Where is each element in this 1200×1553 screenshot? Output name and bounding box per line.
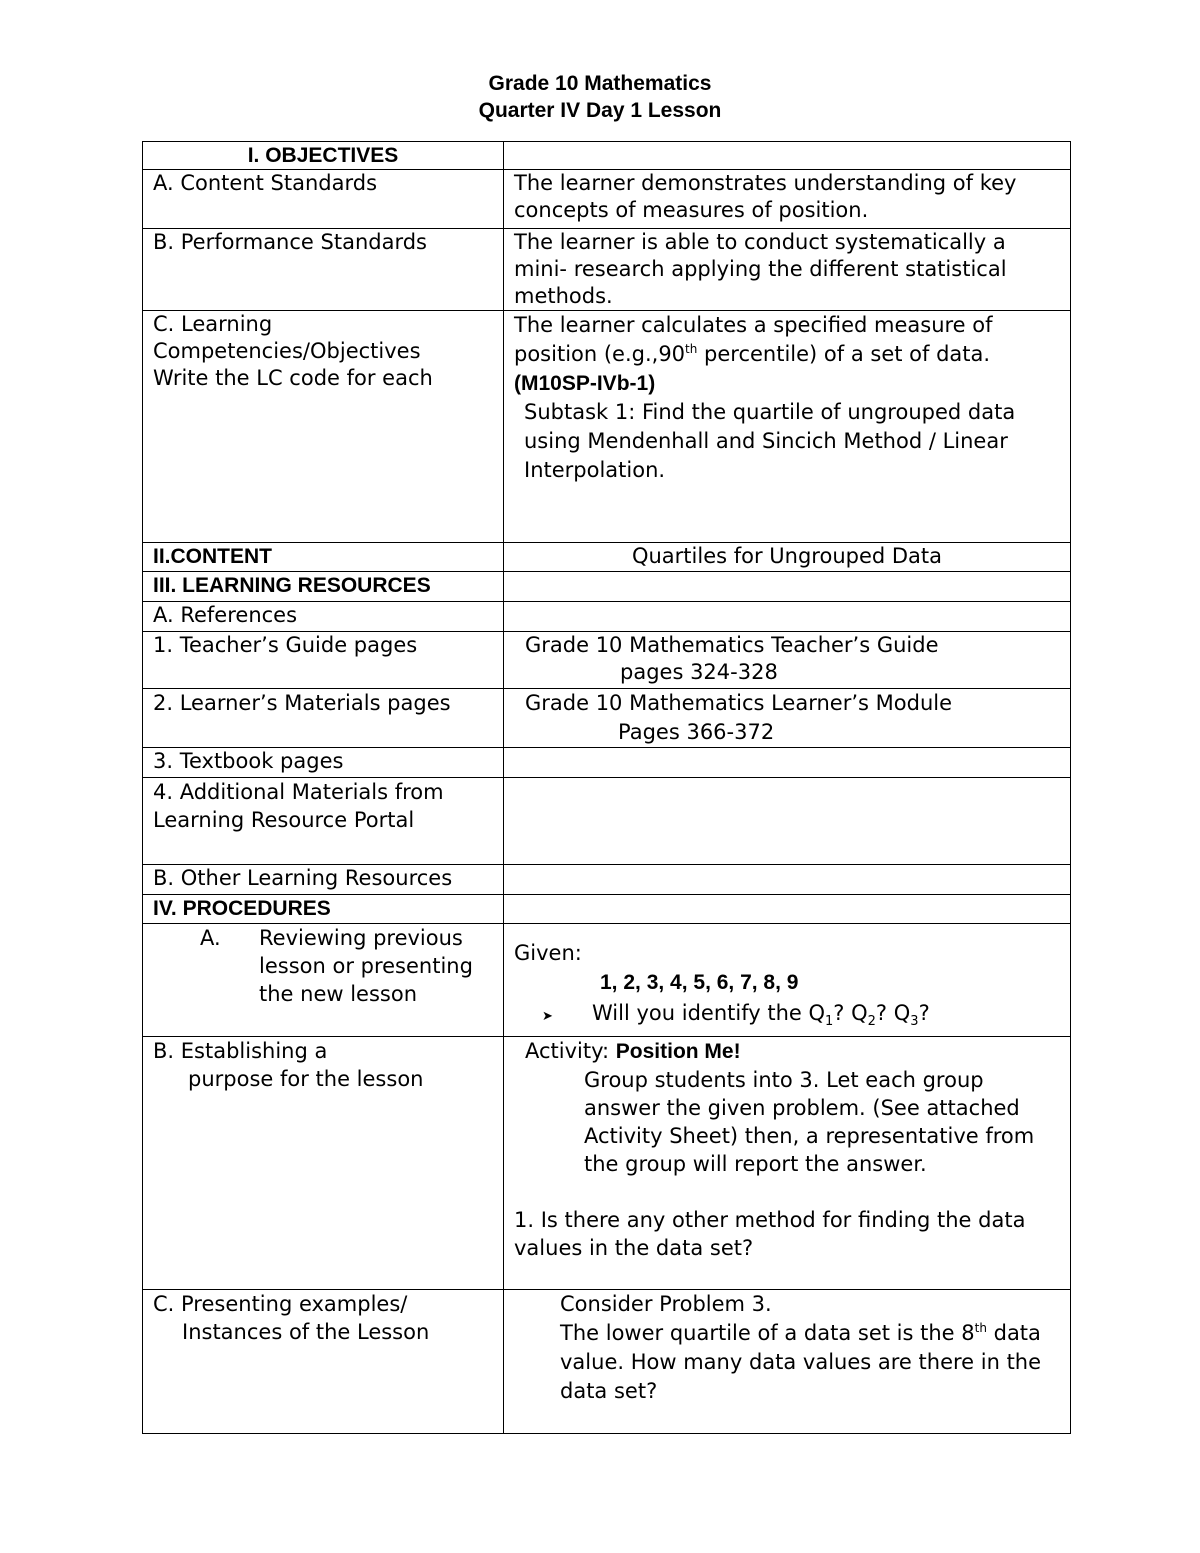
table-row: [143, 142, 1071, 170]
teachers-guide-value: [504, 632, 1071, 689]
resources-heading: III. LEARNING RESOURCES: [143, 572, 504, 602]
lc-text-sup: th: [685, 342, 698, 356]
empty-cell: [504, 895, 1071, 924]
content-heading: II.CONTENT: [143, 543, 504, 572]
document-subtitle: Quarter IV Day 1 Lesson: [478, 99, 722, 122]
problem-text-sup: th: [974, 1321, 987, 1335]
table-row: [143, 924, 1071, 1037]
table-row: [143, 572, 1071, 602]
content-value: Quartiles for Ungrouped Data: [504, 543, 1071, 572]
table-row: [143, 895, 1071, 924]
performance-standards-label: B. Performance Standards: [143, 229, 504, 311]
content-standards-text: The learner demonstrates understanding of key concepts of measures of position.: [504, 170, 1071, 229]
table-row: [143, 1290, 1071, 1434]
empty-cell: [504, 572, 1071, 602]
activity-name: Position Me!: [615, 1040, 741, 1063]
procedure-a-letter: A.: [200, 926, 221, 950]
other-resources-label: B. Other Learning Resources: [143, 865, 504, 895]
table-row: [143, 229, 1071, 311]
learners-materials-value: [504, 689, 1071, 748]
additional-materials-label: 4. Additional Materials from Learning Resource Portal: [143, 778, 504, 865]
problem-text-a: The lower quartile of a data set is the 8: [560, 1321, 975, 1345]
procedure-b-content: [504, 1037, 1071, 1290]
given-numbers: 1, 2, 3, 4, 5, 6, 7, 8, 9: [600, 971, 799, 994]
empty-cell: [504, 778, 1071, 865]
table-row: [143, 632, 1071, 689]
teachers-guide-line1: Grade 10 Mathematics Teacher’s Guide: [525, 633, 939, 657]
table-row: [143, 865, 1071, 895]
table-row: [143, 748, 1071, 778]
teachers-guide-line2: pages 324-328: [620, 660, 778, 684]
learning-competencies-label: [143, 311, 504, 543]
q3-sub: 3: [910, 1014, 919, 1030]
lc-label-line3: Write the LC code for each: [153, 366, 433, 390]
lc-label-line2: Competencies/Objectives: [153, 339, 421, 363]
procedure-c-line1: C. Presenting examples/: [153, 1292, 408, 1316]
table-row: [143, 1037, 1071, 1290]
lesson-plan-table: [142, 141, 1071, 1434]
empty-cell: [504, 865, 1071, 895]
lc-code: (M10SP-IVb-1): [514, 372, 656, 395]
table-row: [143, 170, 1071, 229]
table-row: [143, 543, 1071, 572]
procedure-b-line1: B. Establishing a: [153, 1039, 328, 1063]
activity-line: [514, 1037, 1060, 1066]
activity-label: Activity:: [525, 1039, 616, 1063]
table-row: [143, 311, 1071, 543]
learners-materials-label: 2. Learner’s Materials pages: [143, 689, 504, 748]
procedure-c-rest: Instances of the Lesson: [182, 1320, 430, 1344]
lc-label-line1: C. Learning: [153, 312, 273, 336]
procedure-b-rest: purpose for the lesson: [188, 1067, 424, 1091]
table-row: [143, 778, 1071, 865]
table-row: [143, 602, 1071, 632]
content-standards-label: A. Content Standards: [143, 170, 504, 229]
textbook-label: 3. Textbook pages: [143, 748, 504, 778]
given-label: Given:: [514, 941, 582, 965]
lc-subtask: Subtask 1: Find the quartile of ungrouped data using Mendenhall and Sincich Method / Linear: [524, 400, 1016, 453]
activity-body: Group students into 3. Let each group answer the given problem. (See attached Activity Sheet) then, a representative from the group will report the answer.: [584, 1068, 1035, 1176]
learning-competencies-text: [504, 311, 1071, 543]
procedure-a-content: [504, 924, 1071, 1037]
procedure-b-label: [143, 1037, 504, 1290]
procedure-c-label: [143, 1290, 504, 1434]
procedure-a-label: [143, 924, 504, 1037]
objectives-heading: I. OBJECTIVES: [143, 142, 504, 170]
problem-line1: Consider Problem 3.: [560, 1292, 772, 1316]
bullet-question: ➤ Will you identify the $Q_1$? $Q_2$? $Q_3$?: [514, 998, 1060, 1032]
references-label: A. References: [143, 602, 504, 632]
lc-subtask-end: Interpolation.: [524, 458, 666, 482]
empty-cell: [504, 602, 1071, 632]
activity-question: 1. Is there any other method for finding the data values in the data set?: [514, 1208, 1026, 1260]
learners-materials-line2: Pages 366-372: [618, 720, 775, 744]
q2-sub: 2: [867, 1014, 876, 1030]
procedures-heading: IV. PROCEDURES: [143, 895, 504, 924]
arrow-bullet-icon: ➤: [542, 1009, 553, 1024]
lc-text-b: percentile) of a set of data.: [697, 342, 991, 366]
problem-text-b: data value. How many data values are there in the data set?: [560, 1321, 1042, 1403]
q1-sub: 1: [825, 1014, 834, 1030]
question-text: Will you identify the Q: [592, 1001, 825, 1025]
performance-standards-text: The learner is able to conduct systematically a mini- research applying the different statistical methods.: [504, 229, 1071, 311]
procedure-c-content: [504, 1290, 1071, 1434]
procedure-a-text: Reviewing previous lesson or presenting the new lesson: [259, 926, 473, 1006]
document-title: Grade 10 Mathematics: [488, 72, 712, 95]
teachers-guide-label: 1. Teacher’s Guide pages: [143, 632, 504, 689]
learners-materials-line1: Grade 10 Mathematics Learner’s Module: [525, 691, 953, 715]
lc-text-a: The learner calculates a specified measure of position (e.g.,90: [514, 313, 993, 366]
empty-cell: [504, 142, 1071, 170]
table-row: [143, 689, 1071, 748]
empty-cell: [504, 748, 1071, 778]
